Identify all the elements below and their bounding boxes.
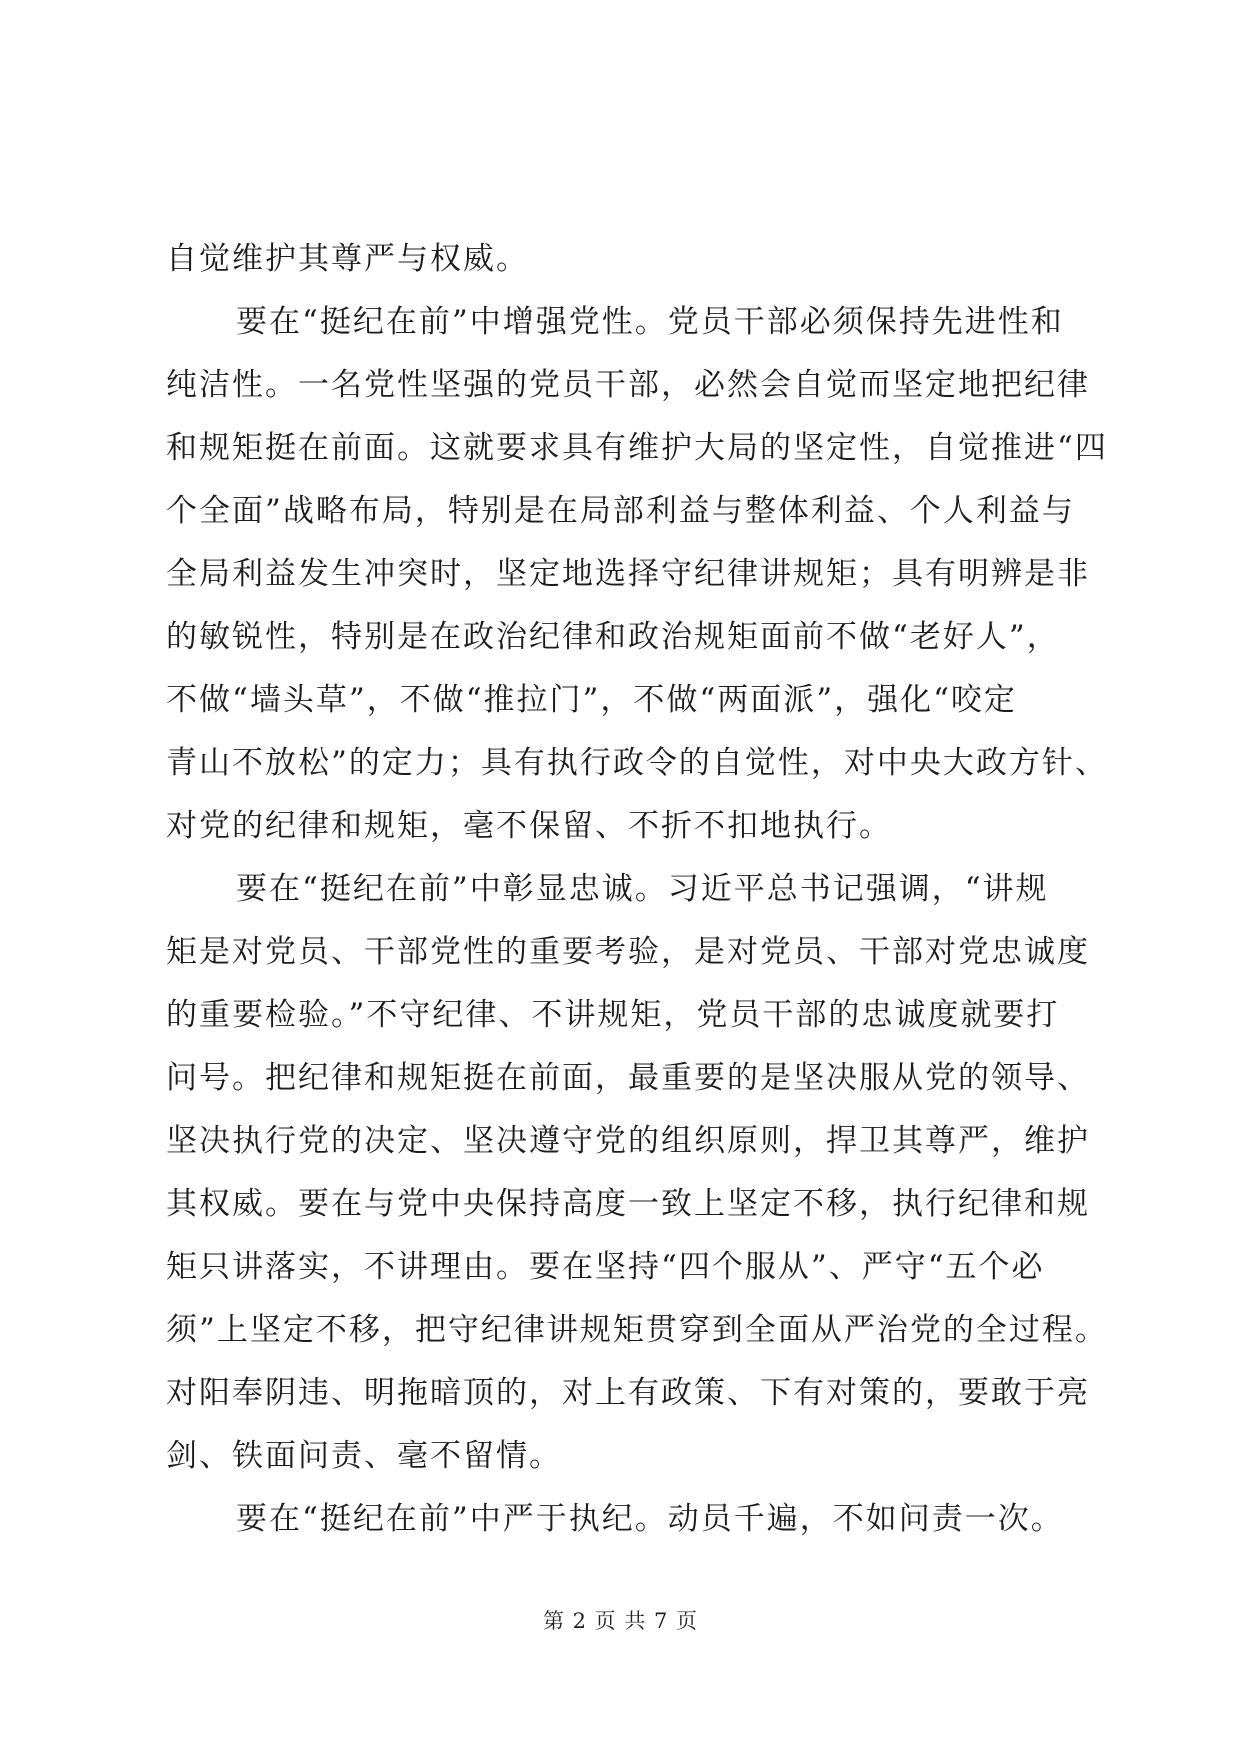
text-line: 对党的纪律和规矩，毫不保留、不折不扣地执行。 bbox=[166, 808, 892, 844]
text-line: 全局利益发生冲突时，坚定地选择守纪律讲规矩；具有明辨是非 bbox=[166, 556, 1090, 592]
page-footer: 第 2 页 共 7 页 bbox=[542, 1609, 699, 1633]
text-line: 矩是对党员、干部党性的重要考验，是对党员、干部对党忠诚度 bbox=[166, 934, 1090, 970]
text-line: 的敏锐性，特别是在政治纪律和政治规矩面前不做“老好人”， bbox=[166, 619, 1060, 655]
text-line: 和规矩挺在前面。这就要求具有维护大局的坚定性，自觉推进“四 bbox=[166, 430, 1108, 466]
text-line: 对阳奉阴违、明拖暗顶的，对上有政策、下有对策的，要敢于亮 bbox=[166, 1375, 1090, 1411]
text-line: 个全面”战略布局，特别是在局部利益与整体利益、个人利益与 bbox=[166, 493, 1075, 529]
text-line: 的重要检验。”不守纪律、不讲规矩，党员干部的忠诚度就要打 bbox=[166, 997, 1060, 1033]
text-line: 矩只讲落实，不讲理由。要在坚持“四个服从”、严守“五个必 bbox=[166, 1249, 1045, 1285]
text-line: 其权威。要在与党中央保持高度一致上坚定不移，执行纪律和规 bbox=[166, 1186, 1090, 1222]
text-line: 青山不放松”的定力；具有执行政令的自觉性，对中央大政方针、 bbox=[166, 745, 1108, 781]
paragraph-first-line: 要在“挺纪在前”中严于执纪。动员千遍，不如问责一次。 bbox=[236, 1501, 1064, 1537]
paragraph-first-line: 要在“挺纪在前”中彰显忠诚。习近平总书记强调，“讲规 bbox=[236, 871, 1049, 907]
text-line: 自觉维护其尊严与权威。 bbox=[166, 241, 529, 277]
text-line: 不做“墙头草”，不做“推拉门”，不做“两面派”，强化“咬定 bbox=[166, 682, 1017, 718]
paragraph-first-line: 要在“挺纪在前”中增强党性。党员干部必须保持先进性和 bbox=[236, 304, 1064, 340]
text-line: 问号。把纪律和规矩挺在前面，最重要的是坚决服从党的领导、 bbox=[166, 1060, 1090, 1096]
text-line: 剑、铁面问责、毫不留情。 bbox=[166, 1438, 562, 1474]
text-line: 须”上坚定不移，把守纪律讲规矩贯穿到全面从严治党的全过程。 bbox=[166, 1312, 1108, 1348]
text-line: 坚决执行党的决定、坚决遵守党的组织原则，捍卫其尊严，维护 bbox=[166, 1123, 1090, 1159]
document-body bbox=[166, 228, 1108, 1551]
text-line: 纯洁性。一名党性坚强的党员干部，必然会自觉而坚定地把纪律 bbox=[166, 367, 1090, 403]
